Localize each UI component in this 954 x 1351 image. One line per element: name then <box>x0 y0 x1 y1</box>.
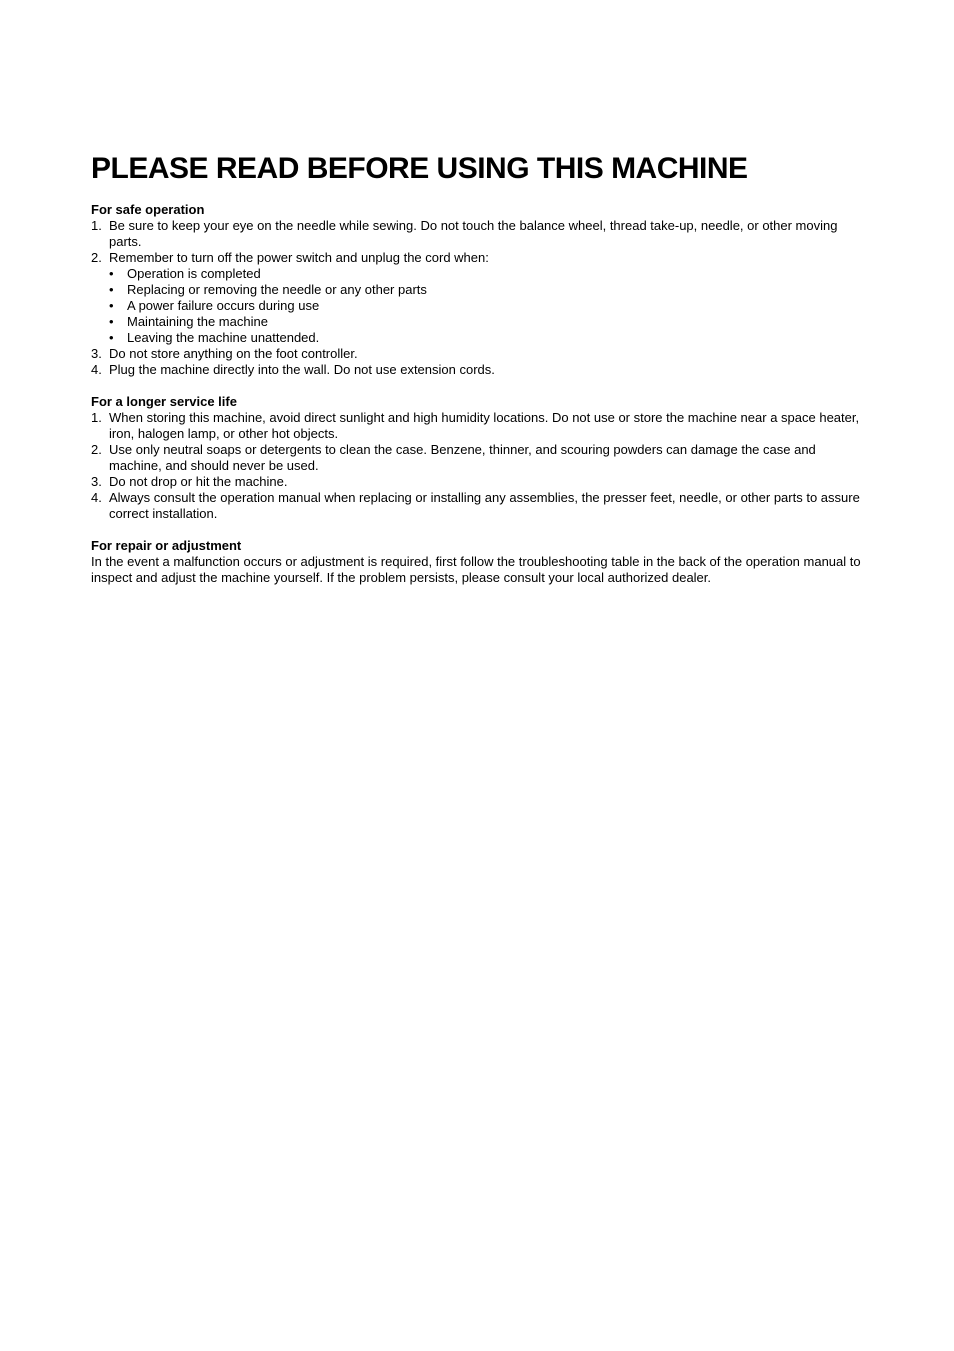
bullet-item <box>91 298 866 314</box>
list-item <box>91 362 866 378</box>
list-item <box>91 474 866 490</box>
document-page <box>91 150 866 602</box>
bullet-item-text: Leaving the machine unattended. <box>127 330 320 345</box>
list-item-text: Be sure to keep your eye on the needle while sewing. Do not touch the balance wheel, thread take-up, needle, or other moving parts. <box>109 218 838 249</box>
repair-paragraph: In the event a malfunction occurs or adjustment is required, first follow the troubleshooting table in the back of the operation manual to inspect and adjust the machine yourself. If the problem persists, please consult your local authorized dealer. <box>91 554 861 585</box>
page-title: PLEASE READ BEFORE USING THIS MACHINE <box>91 152 748 185</box>
bullet-sublist-container <box>91 266 866 346</box>
list-item-text: Remember to turn off the power switch and unplug the cord when: <box>109 250 489 265</box>
list-item <box>91 442 866 474</box>
list-item-text: When storing this machine, avoid direct sunlight and high humidity locations. Do not use or store the machine near a space heater, iron, halogen lamp, or other hot objects. <box>109 410 860 441</box>
bullet-item-text: Operation is completed <box>127 266 261 281</box>
safe-operation-section <box>91 202 866 378</box>
list-item <box>91 218 866 250</box>
bullet-item-text: Replacing or removing the needle or any other parts <box>127 282 427 297</box>
section-heading: For repair or adjustment <box>91 538 242 553</box>
bullet-icon: • <box>109 330 114 345</box>
list-item <box>91 346 866 362</box>
list-item-text: Always consult the operation manual when replacing or installing any assemblies, the presser feet, needle, or other parts to assure correct installation. <box>109 490 860 521</box>
bullet-item <box>91 330 866 346</box>
section-heading: For safe operation <box>91 202 205 217</box>
bullet-item <box>91 314 866 330</box>
section-heading: For a longer service life <box>91 394 237 409</box>
list-number: 2. <box>91 250 102 265</box>
list-number: 1. <box>91 218 102 233</box>
list-item-text: Use only neutral soaps or detergents to clean the case. Benzene, thinner, and scouring powders can damage the case and machine, and should never be used. <box>109 442 816 473</box>
list-item <box>91 490 866 522</box>
bullet-item-text: A power failure occurs during use <box>127 298 320 313</box>
service-life-list <box>91 410 866 522</box>
list-item-text: Plug the machine directly into the wall. Do not use extension cords. <box>109 362 495 377</box>
list-number: 4. <box>91 490 102 505</box>
list-number: 1. <box>91 410 102 425</box>
list-number: 2. <box>91 442 102 457</box>
bullet-item <box>91 266 866 282</box>
safe-operation-list <box>91 218 866 378</box>
list-item-text: Do not store anything on the foot controller. <box>109 346 358 361</box>
list-item-text: Do not drop or hit the machine. <box>109 474 288 489</box>
bullet-icon: • <box>109 282 114 297</box>
list-item <box>91 250 866 266</box>
list-number: 3. <box>91 346 102 361</box>
bullet-list <box>91 266 866 346</box>
bullet-icon: • <box>109 314 114 329</box>
service-life-section <box>91 394 866 522</box>
list-number: 3. <box>91 474 102 489</box>
bullet-icon: • <box>109 298 114 313</box>
list-number: 4. <box>91 362 102 377</box>
bullet-item <box>91 282 866 298</box>
bullet-item-text: Maintaining the machine <box>127 314 268 329</box>
bullet-icon: • <box>109 266 114 281</box>
list-item <box>91 410 866 442</box>
repair-section <box>91 538 866 586</box>
